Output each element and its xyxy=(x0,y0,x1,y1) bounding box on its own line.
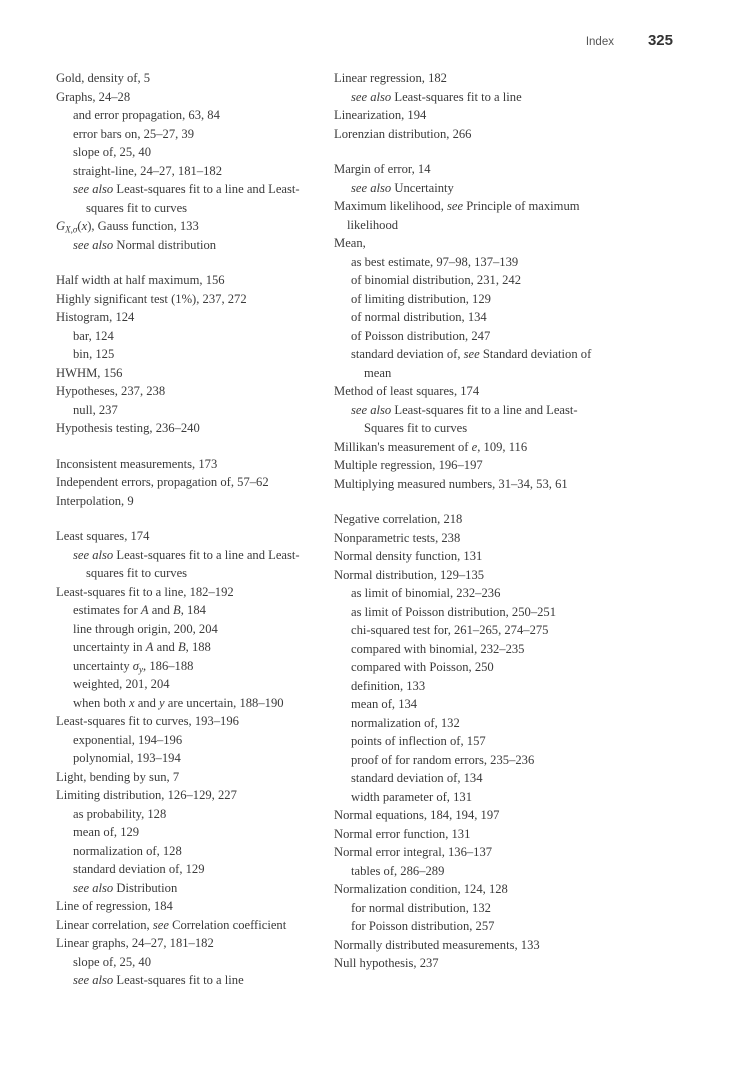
index-subentry: when both x and y are uncertain, 188–190 xyxy=(73,695,284,710)
letter-group-gap xyxy=(334,143,614,160)
index-entry: Maximum likelihood, see Principle of maximum likelihood xyxy=(334,199,580,232)
index-entry: Multiple regression, 196–197 xyxy=(334,458,483,472)
index-entry: Normal density function, 131 xyxy=(334,549,483,563)
index-entry: Nonparametric tests, 238 xyxy=(334,530,461,545)
index-entry: Millikan's measurement of e, 109, 116 xyxy=(334,439,528,454)
index-subentry: see also Least-squares fit to a line xyxy=(73,973,244,987)
index-subentry: uncertainty in A and B, 188 xyxy=(73,640,211,654)
index-entry: Least-squares fit to curves, 193–196 xyxy=(56,714,239,728)
index-subentry: for Poisson distribution, 257 xyxy=(351,919,495,933)
index-subentry: bar, 124 xyxy=(73,328,114,343)
index-entry: Normal distribution, 129–135 xyxy=(334,567,485,582)
index-subentry: of binomial distribution, 231, 242 xyxy=(351,273,522,287)
letter-group-gap xyxy=(56,438,318,455)
index-entry: Line of regression, 184 xyxy=(56,899,173,913)
page-header xyxy=(586,32,673,49)
index-entry: Graphs, 24–28 xyxy=(56,89,131,104)
running-head: Index xyxy=(585,36,614,48)
index-entry: Linearization, 194 xyxy=(334,108,427,122)
letter-group-gap xyxy=(56,254,318,271)
index-subentry: mean of, 129 xyxy=(73,825,140,839)
index-entry: Linear regression, 182 xyxy=(334,71,447,85)
index-subentry: error bars on, 25–27, 39 xyxy=(73,126,195,141)
index-subentry: normalization of, 128 xyxy=(73,843,182,858)
index-entry: Mean, xyxy=(334,236,366,250)
letter-group-gap xyxy=(334,493,614,510)
index-subentry: as best estimate, 97–98, 137–139 xyxy=(351,254,519,269)
index-entry: Highly significant test (1%), 237, 272 xyxy=(56,291,247,306)
index-entry: Normally distributed measurements, 133 xyxy=(334,937,540,952)
index-entry: Linear graphs, 24–27, 181–182 xyxy=(56,936,214,950)
index-entry: $G_{X,\sigma}(x)$, Gauss function, 133 xyxy=(56,219,199,235)
index-subentry: uncertainty $\sigma_y$, 186–188 xyxy=(73,658,194,674)
index-entry: Margin of error, 14 xyxy=(334,162,431,176)
index-entry: Half width at half maximum, 156 xyxy=(56,273,225,287)
index-subentry: width parameter of, 131 xyxy=(351,789,472,804)
index-subentry: proof of for random errors, 235–236 xyxy=(351,752,535,767)
page-number: 325 xyxy=(647,32,673,49)
index-subentry: as probability, 128 xyxy=(73,806,167,821)
index-subentry: see also Normal distribution xyxy=(73,237,217,252)
index-subentry: definition, 133 xyxy=(351,678,426,693)
index-entry: Inconsistent measurements, 173 xyxy=(56,456,218,471)
index-entry: Hypothesis testing, 236–240 xyxy=(56,421,200,435)
index-column-right xyxy=(334,69,614,973)
index-subentry: tables of, 286–289 xyxy=(351,863,445,878)
index-subentry: compared with Poisson, 250 xyxy=(351,660,494,674)
index-entry: HWHM, 156 xyxy=(56,365,123,380)
index-entry: Normalization condition, 124, 128 xyxy=(334,882,508,896)
index-subentry: bin, 125 xyxy=(73,347,115,361)
index-entry: Light, bending by sun, 7 xyxy=(56,769,180,784)
index-entry: Normal equations, 184, 194, 197 xyxy=(334,808,500,822)
index-entry: Method of least squares, 174 xyxy=(334,384,480,398)
index-subentry: as limit of binomial, 232–236 xyxy=(351,586,501,600)
index-entry: Gold, density of, 5 xyxy=(56,71,151,85)
index-subentry: mean of, 134 xyxy=(351,697,418,711)
index-entry: Hypotheses, 237, 238 xyxy=(56,384,166,398)
index-subentry: straight-line, 24–27, 181–182 xyxy=(73,163,223,178)
index-entry: Least squares, 174 xyxy=(56,529,150,543)
index-subentry: slope of, 25, 40 xyxy=(73,145,152,159)
index-subentry: for normal distribution, 132 xyxy=(351,900,491,915)
index-column-left xyxy=(56,69,318,990)
index-entry: Normal error integral, 136–137 xyxy=(334,845,493,859)
index-entry: Histogram, 124 xyxy=(56,310,135,324)
letter-group-gap xyxy=(56,510,318,527)
index-subentry: see also Least-squares fit to a line and Least-squares fit to curves xyxy=(73,547,300,580)
index-subentry: see also Uncertainty xyxy=(351,180,454,195)
index-subentry: chi-squared test for, 261–265, 274–275 xyxy=(351,623,549,637)
index-entry: Negative correlation, 218 xyxy=(334,512,463,526)
index-subentry: as limit of Poisson distribution, 250–251 xyxy=(351,604,557,619)
index-subentry: compared with binomial, 232–235 xyxy=(351,641,525,656)
index-subentry: slope of, 25, 40 xyxy=(73,954,152,969)
index-subentry: and error propagation, 63, 84 xyxy=(73,108,220,122)
index-entry: Lorenzian distribution, 266 xyxy=(334,126,472,141)
index-subentry: see also Least-squares fit to a line and Least-squares fit to curves xyxy=(73,182,300,215)
index-subentry: weighted, 201, 204 xyxy=(73,677,170,691)
index-subentry: polynomial, 193–194 xyxy=(73,751,181,765)
index-entry: Least-squares fit to a line, 182–192 xyxy=(56,584,234,599)
index-subentry: standard deviation of, 129 xyxy=(73,862,205,876)
index-subentry: exponential, 194–196 xyxy=(73,732,183,747)
index-subentry: null, 237 xyxy=(73,402,118,417)
index-entry: Normal error function, 131 xyxy=(334,826,471,841)
index-subentry: of normal distribution, 134 xyxy=(351,310,487,324)
index-entry: Limiting distribution, 126–129, 227 xyxy=(56,788,237,802)
index-subentry: see also Distribution xyxy=(73,880,178,895)
index-entry: Multiplying measured numbers, 31–34, 53, 61 xyxy=(334,476,568,491)
index-subentry: of Poisson distribution, 247 xyxy=(351,328,491,343)
index-subentry: estimates for A and B, 184 xyxy=(73,603,206,617)
index-subentry: standard deviation of, see Standard deviation of mean xyxy=(351,347,592,380)
index-entry: Null hypothesis, 237 xyxy=(334,956,439,970)
index-subentry: normalization of, 132 xyxy=(351,715,460,730)
index-entry: Linear correlation, see Correlation coefficient xyxy=(56,917,287,932)
index-subentry: of limiting distribution, 129 xyxy=(351,291,491,306)
index-subentry: see also Least-squares fit to a line and Least-Squares fit to curves xyxy=(351,402,578,435)
index-subentry: standard deviation of, 134 xyxy=(351,771,483,785)
index-entry: Independent errors, propagation of, 57–62 xyxy=(56,475,269,489)
index-subentry: line through origin, 200, 204 xyxy=(73,621,218,636)
index-subentry: points of inflection of, 157 xyxy=(351,734,486,748)
index-subentry: see also Least-squares fit to a line xyxy=(351,89,522,104)
index-entry: Interpolation, 9 xyxy=(56,493,134,508)
